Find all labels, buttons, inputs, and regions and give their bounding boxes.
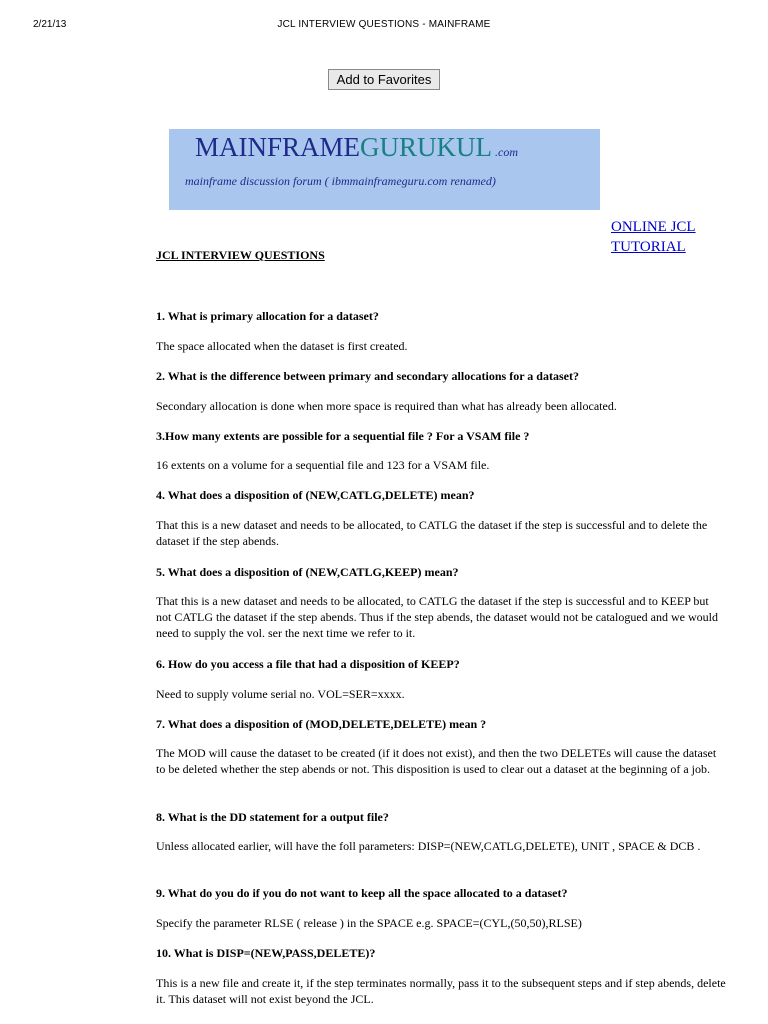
question: 5. What does a disposition of (NEW,CATLG,KEEP) mean? [156,565,459,579]
question: 3.How many extents are possible for a sequential file ? For a VSAM file ? [156,429,530,443]
online-jcl-tutorial-link[interactable]: ONLINE JCL TUTORIAL [611,219,696,255]
answer: Need to supply volume serial no. VOL=SER=xxxx. [156,687,405,701]
answer: The MOD will cause the dataset to be created (if it does not exist), and then the two DELETEs will cause the dataset to be deleted whether the step abends or not. This disposition is used to clear out a dataset at the beginning of a job. [156,746,717,776]
answer: That this is a new dataset and needs to be allocated, to CATLG the dataset if the step is successful and to delete the dataset if the step abends. [156,518,708,548]
answer: The space allocated when the dataset is first created. [156,339,408,353]
question: 1. What is primary allocation for a dataset? [156,309,379,323]
answer: That this is a new dataset and needs to be allocated, to CATLG the dataset if the step is successful and to KEEP but not CATLG the dataset if the step abends. Thus if the step abends, the dataset would not be catalogued and we would need to supply the vol. ser the next time we refer to it. [156,594,718,640]
question: 4. What does a disposition of (NEW,CATLG,DELETE) mean? [156,488,475,502]
question: 8. What is the DD statement for a output file? [156,810,389,824]
print-header [0,19,768,33]
site-logo [195,132,518,163]
add-to-favorites-button[interactable]: Add to Favorites [328,69,440,90]
question: 6. How do you access a file that had a disposition of KEEP? [156,657,460,671]
question: 2. What is the difference between primary and secondary allocations for a dataset? [156,369,579,383]
print-date: 2/21/13 [33,19,67,30]
site-tagline: mainframe discussion forum ( ibmmainframeguru.com renamed) [185,174,496,188]
page-title: JCL INTERVIEW QUESTIONS [156,248,325,262]
answer: Unless allocated earlier, will have the foll parameters: DISP=(NEW,CATLG,DELETE), UNIT , SPACE & DCB . [156,839,701,853]
question: 10. What is DISP=(NEW,PASS,DELETE)? [156,946,376,960]
site-banner[interactable] [169,129,600,210]
logo-suffix: .com [495,145,519,159]
answer: Specify the parameter RLSE ( release ) in the SPACE e.g. SPACE=(CYL,(50,50),RLSE) [156,916,582,930]
print-title: JCL INTERVIEW QUESTIONS - MAINFRAME [277,19,491,30]
answer: 16 extents on a volume for a sequential file and 123 for a VSAM file. [156,458,490,472]
logo-gurukul: GURUKUL [360,132,493,162]
question: 7. What does a disposition of (MOD,DELETE,DELETE) mean ? [156,717,487,731]
logo-mainframe: MAINFRAME [195,132,361,162]
answer: This is a new file and create it, if the step terminates normally, pass it to the subsequent steps and if step abends, delete it. This dataset will not exist beyond the JCL. [156,976,726,1006]
question: 9. What do you do if you do not want to keep all the space allocated to a dataset? [156,886,568,900]
answer: Secondary allocation is done when more space is required than what has already been allocated. [156,399,617,413]
